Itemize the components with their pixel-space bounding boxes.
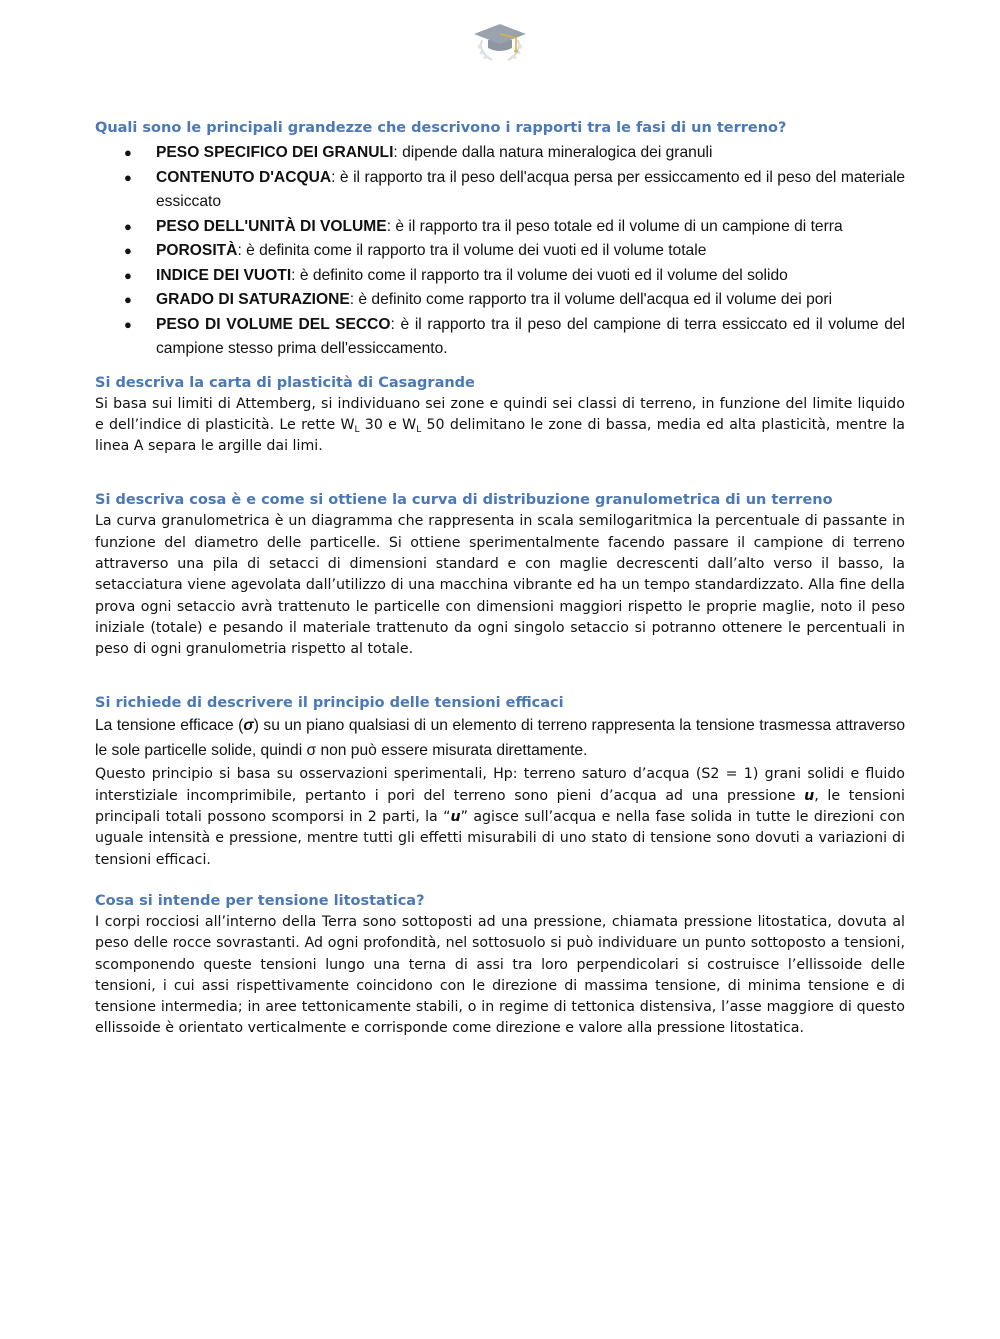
subscript: L — [416, 424, 422, 435]
item-term: PESO DI VOLUME DEL SECCO — [156, 315, 391, 333]
text-run: Si basa sui limiti di Attemberg, si individuano sei zone e quindi sei classi di terreno, in funzione del limite liquido e dell’indice di plasticità. Le rette W — [95, 395, 905, 433]
question-heading: Si descriva la carta di plasticità di Casagrande — [95, 374, 475, 391]
text-run: , le tensioni principali totali possono scomporsi in 2 parti, la “ — [95, 787, 905, 826]
section-grain-size-curve — [95, 490, 905, 660]
graduation-cap-icon — [470, 18, 530, 66]
subscript: L — [354, 424, 360, 435]
text-run: 30 e W — [359, 416, 417, 433]
text-run: ” agisce sull’acqua e nella fase solida in tutte le direzioni con uguale intensità e pressione, mentre tutti gli effetti misurabili di uno stato di tensione sono dovuti a variazioni di tensioni efficaci. — [95, 809, 905, 868]
section-lithostatic-stress — [95, 891, 905, 1040]
item-text: : è definito come rapporto tra il volume dell'acqua ed il volume dei pori — [349, 291, 833, 308]
answer-paragraph — [95, 394, 905, 458]
bullet-icon: ● — [124, 145, 132, 160]
bullet-icon: ● — [124, 316, 132, 332]
text-run: Questo principio si basa su osservazioni sperimentali, Hp: terreno saturo d’acqua (S2 = 1) grani solidi e fluido interstiziale incomprimibile, pertanto i pori del terreno sono pieni d’acqua ad una pressione — [95, 766, 905, 804]
item-term: PESO DELL'UNITÀ DI VOLUME — [156, 217, 387, 235]
item-term: INDICE DEI VUOTI — [156, 266, 292, 284]
text-run: ) su un piano qualsiasi di un elemento di terreno rappresenta la tensione trasmessa attraverso le sole particelle solide, quindi σ non può essere misurata direttamente. — [95, 717, 905, 759]
section-effective-stress — [95, 693, 905, 870]
pressure-symbol: u — [804, 787, 815, 804]
bullet-icon: ● — [124, 267, 132, 283]
section-phase-relations — [95, 118, 905, 362]
sigma-symbol: σ — [243, 717, 254, 735]
section-casagrande — [95, 373, 905, 458]
question-heading: Cosa si intende per tensione litostatica? — [95, 892, 425, 909]
answer-paragraph: La curva granulometrica è un diagramma che rappresenta in scala semilogaritmica la percentuale di passante in funzione del diametro delle particelle. Si ottiene sperimentalmente facendo passare il campione di terreno attraverso una pila di setacci di dimensioni standard e con maglie decrescenti dall’alto verso il basso, la setacciatura viene agevolata dall’utilizzo di una macchina vibrante ed ha un tempo standardizzato. Alla fine della prova ogni setaccio avrà trattenuto le particelle con dimensioni maggiori rispetto le proprie maglie, noto il peso iniziale (totale) e pesando il materiale trattenuto da ogni singolo setaccio si potranno ottenere le percentuali in peso di ogni granulometria rispetto al totale. — [95, 513, 905, 658]
item-term: PESO SPECIFICO DEI GRANULI — [156, 144, 394, 161]
item-text: : dipende dalla natura mineralogica dei granuli — [393, 144, 713, 161]
list-item — [95, 264, 905, 289]
list-item — [95, 239, 905, 264]
item-text: : è il rapporto tra il peso del campione di terra essiccato ed il volume del campione stesso prima dell'essiccamento. — [156, 315, 906, 357]
document-body — [95, 118, 905, 1040]
bullet-icon: ● — [124, 243, 132, 258]
answer-paragraph: I corpi rocciosi all’interno della Terra sono sottoposti ad una pressione, chiamata pressione litostatica, dovuta al peso delle rocce sovrastanti. Ad ogni profondità, nel sottosuolo si può individuare un punto sottoposto a tensioni, scomponendo queste tensioni lungo una terna di assi tra loro perpendicolari si costruisce l’ellissoide delle tensioni, i cui assi rispettivamente coincidono con le direzione di massima tensione, di minima tensione e di tensione intermedia; in aree tettonicamente stabili, o in regime di tettonica distensiva, l’asse maggiore di questo ellissoide è orientato verticalmente e corrisponde come direzione e valore alla pressione litostatica. — [95, 913, 905, 1037]
answer-paragraph — [95, 714, 905, 763]
question-heading: Quali sono le principali grandezze che descrivono i rapporti tra le fasi di un terreno? — [95, 120, 787, 136]
question-heading: Si descriva cosa è e come si ottiene la curva di distribuzione granulometrica di un terreno — [95, 492, 833, 509]
pressure-symbol: u — [450, 809, 461, 826]
list-item — [95, 166, 905, 215]
list-item — [95, 141, 905, 166]
quantities-list — [95, 141, 905, 362]
item-term: POROSITÀ — [156, 242, 238, 259]
list-item — [95, 288, 905, 313]
item-text: : è definita come il rapporto tra il volume dei vuoti ed il volume totale — [237, 242, 707, 259]
list-item — [95, 313, 905, 362]
answer-paragraph — [95, 764, 905, 870]
item-term: GRADO DI SATURAZIONE — [156, 291, 350, 308]
question-heading: Si richiede di descrivere il principio delle tensioni efficaci — [95, 695, 564, 712]
text-run: 50 delimitano le zone di bassa, media ed alta plasticità, mentre la linea A separa le argille dai limi. — [95, 416, 906, 455]
bullet-icon: ● — [124, 218, 132, 234]
item-text: : è il rapporto tra il peso totale ed il volume di un campione di terra — [386, 217, 843, 235]
bullet-icon: ● — [124, 169, 132, 185]
item-text: : è il rapporto tra il peso dell'acqua persa per essiccamento ed il peso del materiale essiccato — [156, 168, 906, 210]
item-term: CONTENUTO D'ACQUA — [156, 168, 332, 186]
item-text: : è definito come il rapporto tra il volume dei vuoti ed il volume del solido — [291, 266, 788, 284]
text-run: La tensione efficace ( — [95, 717, 244, 735]
bullet-icon: ● — [124, 292, 132, 307]
list-item — [95, 215, 905, 240]
